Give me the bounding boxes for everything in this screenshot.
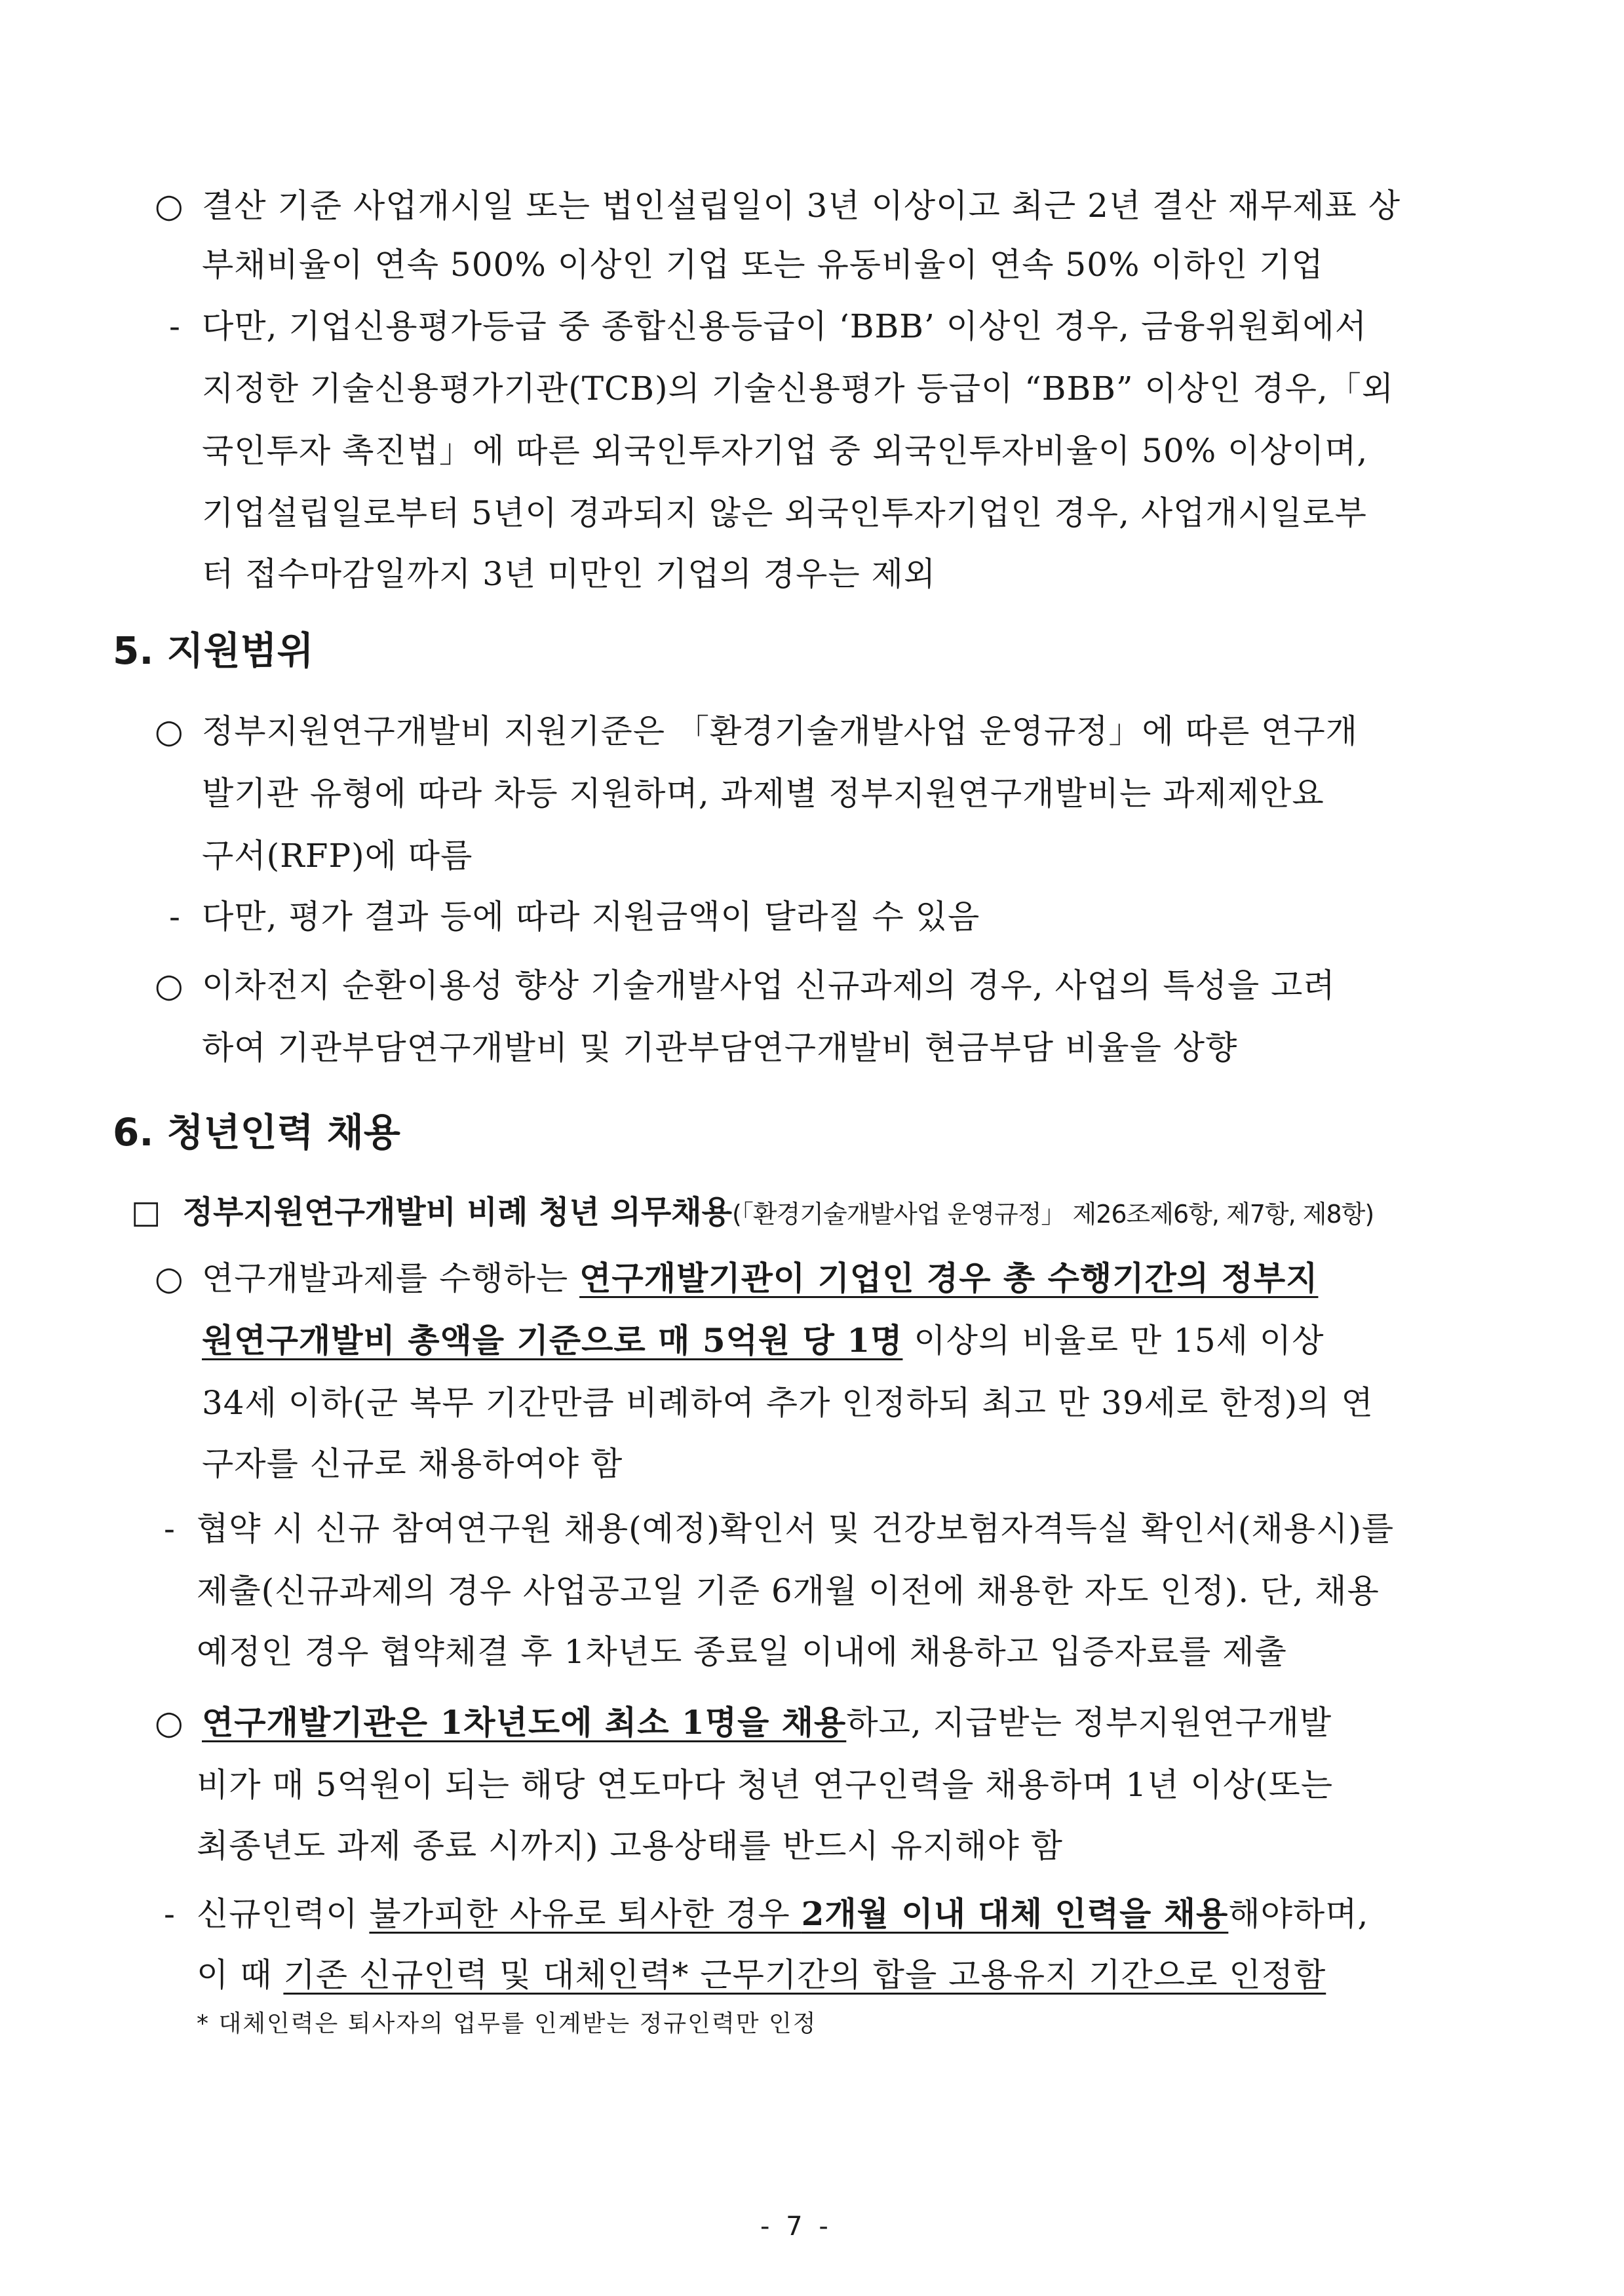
emphasis-text: 2개월 이내 대체 인력을 채용: [801, 1894, 1229, 1933]
underlined-text: 기존 신규인력 및 대체인력* 근무기간의 합을 고용유지 기간으로 인정함: [283, 1956, 1326, 1994]
paragraph-line: 결산 기준 사업개시일 또는 법인설립일이 3년 이상이고 최근 2년 결산 재무제표 상: [202, 187, 1401, 225]
emphasis-text: 연구개발기관이 기업인 경우 총 수행기간의 정부지: [579, 1259, 1319, 1297]
dash-marker: -: [164, 1510, 176, 1548]
paragraph-line: 이차전지 순환이용성 향상 기술개발사업 신규과제의 경우, 사업의 특성을 고려: [202, 966, 1336, 1004]
paragraph-line: [197, 1955, 1326, 1995]
paragraph-line: 터 접수마감일까지 3년 미만인 기업의 경우는 제외: [202, 555, 937, 593]
paragraph-line: 다만, 평가 결과 등에 따라 지원금액이 달라질 수 있음: [202, 898, 980, 936]
bullet-marker: ○: [155, 712, 184, 750]
emphasis-text: 연구개발기관은 1차년도에 최소 1명을 채용: [202, 1703, 847, 1742]
text-span: 해야하며,: [1228, 1895, 1369, 1933]
paragraph-line: 제출(신규과제의 경우 사업공고일 기준 6개월 이전에 채용한 자도 인정). 단, 채용: [197, 1572, 1380, 1610]
paragraph-line: [197, 1894, 1368, 1934]
paragraph-line: 하여 기관부담연구개발비 및 기관부담연구개발비 현금부담 비율을 상향: [202, 1029, 1238, 1067]
paragraph-line: 지정한 기술신용평가기관(TCB)의 기술신용평가 등급이 “BBB” 이상인 경우,「외: [202, 370, 1395, 408]
subsection-title: [131, 1193, 1374, 1234]
paragraph-line: 예정인 경우 협약체결 후 1차년도 종료일 이내에 채용하고 입증자료를 제출: [197, 1633, 1287, 1671]
text-span: 이상의 비율로 만 15세 이상: [902, 1322, 1324, 1360]
paragraph-line: 34세 이하(군 복무 기간만큼 비례하여 추가 인정하되 최고 만 39세로 한정)의 연: [202, 1384, 1374, 1422]
paragraph-line: 기업설립일로부터 5년이 경과되지 않은 외국인투자기업인 경우, 사업개시일로부: [202, 494, 1367, 532]
paragraph-line: 비가 매 5억원이 되는 해당 연도마다 청년 연구인력을 채용하며 1년 이상(또는: [197, 1766, 1334, 1804]
paragraph-line: 협약 시 신규 참여연구원 채용(예정)확인서 및 건강보험자격득실 확인서(채용시)를: [197, 1510, 1395, 1548]
emphasis-text: 원연구개발비 총액을 기준으로 매 5억원 당 1명: [202, 1321, 903, 1360]
paragraph-line: 다만, 기업신용평가등급 중 종합신용등급이 ‘BBB’ 이상인 경우, 금융위원회에서: [202, 307, 1368, 345]
page-number: - 7 -: [760, 2211, 832, 2242]
footnote: * 대체인력은 퇴사자의 업무를 인계받는 정규인력만 인정: [197, 2010, 817, 2037]
bullet-marker: ○: [155, 966, 184, 1004]
paragraph-line: 발기관 유형에 따라 차등 지원하며, 과제별 정부지원연구개발비는 과제제안요: [202, 775, 1324, 813]
paragraph-line: 부채비율이 연속 500% 이상인 기업 또는 유동비율이 연속 50% 이하인 기업: [202, 246, 1324, 284]
text-span: 신규인력이: [197, 1895, 370, 1933]
text-span: 이 때: [197, 1956, 284, 1994]
bullet-marker: ○: [155, 1259, 184, 1297]
paragraph-line: [202, 1320, 1324, 1361]
bullet-marker: ○: [155, 1704, 184, 1742]
dash-marker: -: [164, 1895, 176, 1933]
paragraph-line: [202, 1258, 1318, 1299]
paragraph-line: 최종년도 과제 종료 시까지) 고용상태를 반드시 유지해야 함: [197, 1827, 1063, 1865]
dash-marker: -: [169, 307, 181, 345]
subsection-title-text: 정부지원연구개발비 비례 청년 의무채용: [182, 1194, 733, 1231]
dash-marker: -: [169, 898, 181, 936]
paragraph-line: 구자를 신규로 채용하여야 함: [202, 1445, 623, 1483]
text-span: 하고, 지급받는 정부지원연구개발: [846, 1704, 1332, 1742]
section-heading: 6. 청년인력 채용: [113, 1110, 400, 1155]
text-span: 연구개발과제를 수행하는: [202, 1259, 580, 1297]
paragraph-line: 정부지원연구개발비 지원기준은 「환경기술개발사업 운영규정」에 따른 연구개: [202, 712, 1359, 750]
bullet-marker: ○: [155, 187, 184, 225]
paragraph-line: [202, 1702, 1332, 1743]
section-heading: 5. 지원범위: [113, 628, 314, 673]
paragraph-line: 구서(RFP)에 따름: [202, 837, 473, 875]
paragraph-line: 국인투자 촉진법」에 따른 외국인투자기업 중 외국인투자비율이 50% 이상이며,: [202, 432, 1368, 470]
checkbox-square-icon: □: [131, 1194, 161, 1231]
subsection-reference: (「환경기술개발사업 운영규정」 제26조제6항, 제7항, 제8항): [732, 1200, 1374, 1229]
underlined-text: 불가피한 사유로 퇴사한 경우: [369, 1895, 802, 1933]
